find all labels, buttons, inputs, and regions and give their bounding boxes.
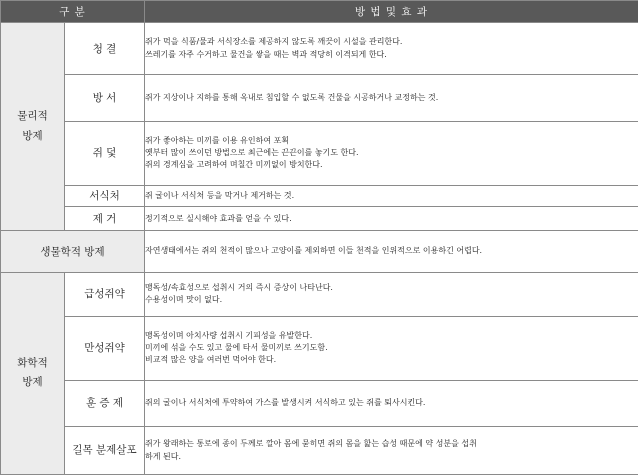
description-cell bbox=[145, 75, 638, 122]
description-cell bbox=[145, 121, 638, 185]
description-line: 맹독성/속효성으로 섭취시 거의 즉시 증상이 나타난다. bbox=[145, 282, 333, 292]
description-line: 미끼에 섞을 수도 있고 물에 타서 물미끼로 쓰기도함. bbox=[145, 342, 328, 352]
description-cell bbox=[145, 380, 638, 427]
description-line: 하게 된다. bbox=[145, 451, 181, 461]
description-cell bbox=[145, 427, 638, 475]
subcategory-cell: 쥐 덫 bbox=[65, 121, 145, 185]
description-cell bbox=[145, 272, 638, 316]
description-cell bbox=[145, 23, 638, 75]
category-label: 물리적방제 bbox=[17, 109, 48, 142]
subcategory-cell: 급성쥐약 bbox=[65, 272, 145, 316]
header-method: 방 법 및 효 과 bbox=[145, 1, 638, 23]
description-cell bbox=[145, 231, 638, 273]
description-line: 쥐의 경계심을 고려하여 며칠간 미끼없이 방치한다. bbox=[145, 160, 323, 170]
subcategory-cell: 길목 분제살포 bbox=[65, 427, 145, 475]
description-line: 정기적으로 실시해야 효과를 얻을 수 있다. bbox=[145, 213, 292, 223]
category-biological: 생물학적 방제 bbox=[1, 231, 145, 273]
description-cell bbox=[145, 316, 638, 380]
table-row bbox=[1, 316, 638, 380]
description-cell bbox=[145, 185, 638, 206]
description-line: 쥐가 왕래하는 통로에 종이 두께로 깔아 몸에 묻히면 쥐의 몸을 핥는 습성 때문에 약 성분을 섭취 bbox=[145, 439, 477, 449]
table-row bbox=[1, 231, 638, 273]
table-row bbox=[1, 207, 638, 231]
category-chemical bbox=[1, 272, 65, 474]
table-row bbox=[1, 380, 638, 427]
header-category: 구 분 bbox=[1, 1, 145, 23]
description-line: 쓰레기를 자주 수거하고 물건을 쌓을 때는 벽과 적당히 이격되게 한다. bbox=[145, 49, 387, 59]
category-label: 화학적방제 bbox=[17, 356, 48, 389]
subcategory-cell: 제 거 bbox=[65, 207, 145, 231]
description-line: 옛부터 많이 쓰이던 방법으로 최근에는 끈끈이를 놓기도 한다. bbox=[145, 148, 359, 158]
table-row bbox=[1, 272, 638, 316]
subcategory-cell: 청 결 bbox=[65, 23, 145, 75]
description-line: 쥐가 먹을 식품/물과 서식장소를 제공하지 않도록 깨끗이 시설을 관리한다. bbox=[145, 37, 403, 47]
description-line: 쥐가 지상이나 지하를 통해 옥내로 침입할 수 없도록 건물을 시공하거나 교정하는 것. bbox=[145, 92, 439, 102]
description-line: 수용성이며 맛이 없다. bbox=[145, 295, 223, 305]
table-row bbox=[1, 75, 638, 122]
table-row bbox=[1, 427, 638, 475]
subcategory-cell: 방 서 bbox=[65, 75, 145, 122]
table-row bbox=[1, 23, 638, 75]
description-line: 쥐의 굴이나 서식처에 투약하여 가스를 발생시켜 서식하고 있는 쥐를 퇴사시킨다. bbox=[145, 398, 426, 408]
table-row bbox=[1, 185, 638, 206]
description-line: 자연생태에서는 쥐의 천적이 많으나 고양이를 제외하면 이들 천적을 인위적으로 이용하긴 어렵다. bbox=[145, 246, 483, 256]
description-line: 쥐 굴이나 서식처 등을 막거나 제거하는 것. bbox=[145, 190, 295, 200]
description-line: 비교적 많은 양을 여러번 먹어야 한다. bbox=[145, 355, 277, 365]
description-line: 쥐가 좋아하는 미끼를 이용 유인하여 포획 bbox=[145, 135, 290, 145]
subcategory-cell: 만성쥐약 bbox=[65, 316, 145, 380]
subcategory-cell: 서식처 bbox=[65, 185, 145, 206]
subcategory-cell: 훈 증 제 bbox=[65, 380, 145, 427]
description-line: 맹독성이며 아치사량 섭취시 기피성을 유발한다. bbox=[145, 330, 313, 340]
table-header-row bbox=[1, 1, 638, 23]
description-cell bbox=[145, 207, 638, 231]
table-row bbox=[1, 121, 638, 185]
category-physical bbox=[1, 23, 65, 231]
